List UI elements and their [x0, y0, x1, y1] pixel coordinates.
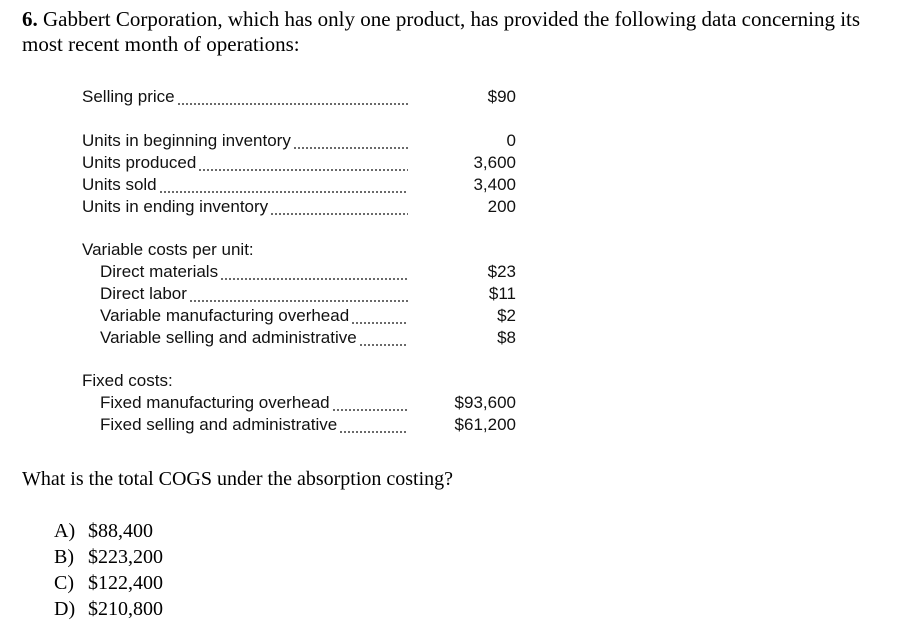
row-value: 3,600: [473, 153, 516, 172]
row-label: Variable manufacturing overhead: [100, 306, 350, 325]
leader-dots: [220, 261, 408, 283]
section-heading: Variable costs per unit:: [82, 240, 254, 259]
row-value: $93,600: [454, 393, 516, 412]
table-row-units-sold: [82, 174, 516, 196]
option-text: $210,800: [88, 598, 163, 620]
row-label: Selling price: [82, 87, 175, 106]
leader-dots: [159, 174, 408, 196]
option-text: $223,200: [88, 546, 163, 568]
fixed-costs-heading: [82, 370, 516, 392]
answer-options: [54, 518, 163, 622]
table-row-variable-mfg-overhead: [82, 305, 516, 327]
option-c[interactable]: [54, 570, 163, 596]
row-label: Units in beginning inventory: [82, 131, 291, 150]
table-row-fixed-selling-admin: [82, 414, 516, 436]
option-letter: A): [54, 520, 76, 542]
row-value: $90: [487, 87, 516, 106]
leader-dots: [332, 392, 408, 414]
row-label: Units sold: [82, 175, 157, 194]
option-letter: B): [54, 546, 74, 568]
option-letter: D): [54, 598, 76, 620]
leader-dots: [351, 305, 408, 327]
leader-dots: [198, 152, 408, 174]
row-value: $23: [487, 262, 516, 281]
question-header: [22, 7, 902, 57]
row-label: Direct labor: [100, 284, 187, 303]
table-row-units-ending: [82, 196, 516, 218]
question-number: 6.: [22, 7, 38, 31]
row-label: Direct materials: [100, 262, 219, 281]
row-value: 3,400: [473, 175, 516, 194]
table-row-units-beginning: [82, 130, 516, 152]
section-heading: Fixed costs:: [82, 371, 173, 390]
leader-dots: [339, 414, 408, 436]
data-table: [82, 86, 516, 446]
row-label: Fixed selling and administrative: [100, 415, 338, 434]
table-row-direct-labor: [82, 283, 516, 305]
table-row-units-produced: [82, 152, 516, 174]
row-label: Fixed manufacturing overhead: [100, 393, 330, 412]
row-value: 0: [506, 131, 516, 150]
row-label: Units in ending inventory: [82, 197, 269, 216]
leader-dots: [293, 130, 408, 152]
option-text: $88,400: [88, 520, 153, 542]
option-b[interactable]: [54, 544, 163, 570]
row-label: Variable selling and administrative: [100, 328, 357, 347]
row-value: $61,200: [454, 415, 516, 434]
row-value: $11: [488, 284, 516, 303]
leader-dots: [359, 327, 408, 349]
variable-costs-heading: [82, 239, 516, 261]
option-text: $122,400: [88, 572, 163, 594]
option-a[interactable]: [54, 518, 163, 544]
table-row-direct-materials: [82, 261, 516, 283]
table-row-selling-price: [82, 86, 516, 108]
option-d[interactable]: [54, 596, 163, 622]
leader-dots: [270, 196, 408, 218]
option-letter: C): [54, 572, 74, 594]
row-value: $2: [497, 306, 516, 325]
question-intro: Gabbert Corporation, which has only one product, has provided the following data concerning its most recent month of operations:: [22, 7, 861, 56]
row-value: $8: [497, 328, 516, 347]
leader-dots: [189, 283, 408, 305]
table-row-variable-selling-admin: [82, 327, 516, 349]
question-text: What is the total COGS under the absorption costing?: [22, 468, 454, 490]
row-value: 200: [487, 197, 516, 216]
table-row-fixed-mfg-overhead: [82, 392, 516, 414]
row-label: Units produced: [82, 153, 197, 172]
leader-dots: [177, 86, 408, 108]
